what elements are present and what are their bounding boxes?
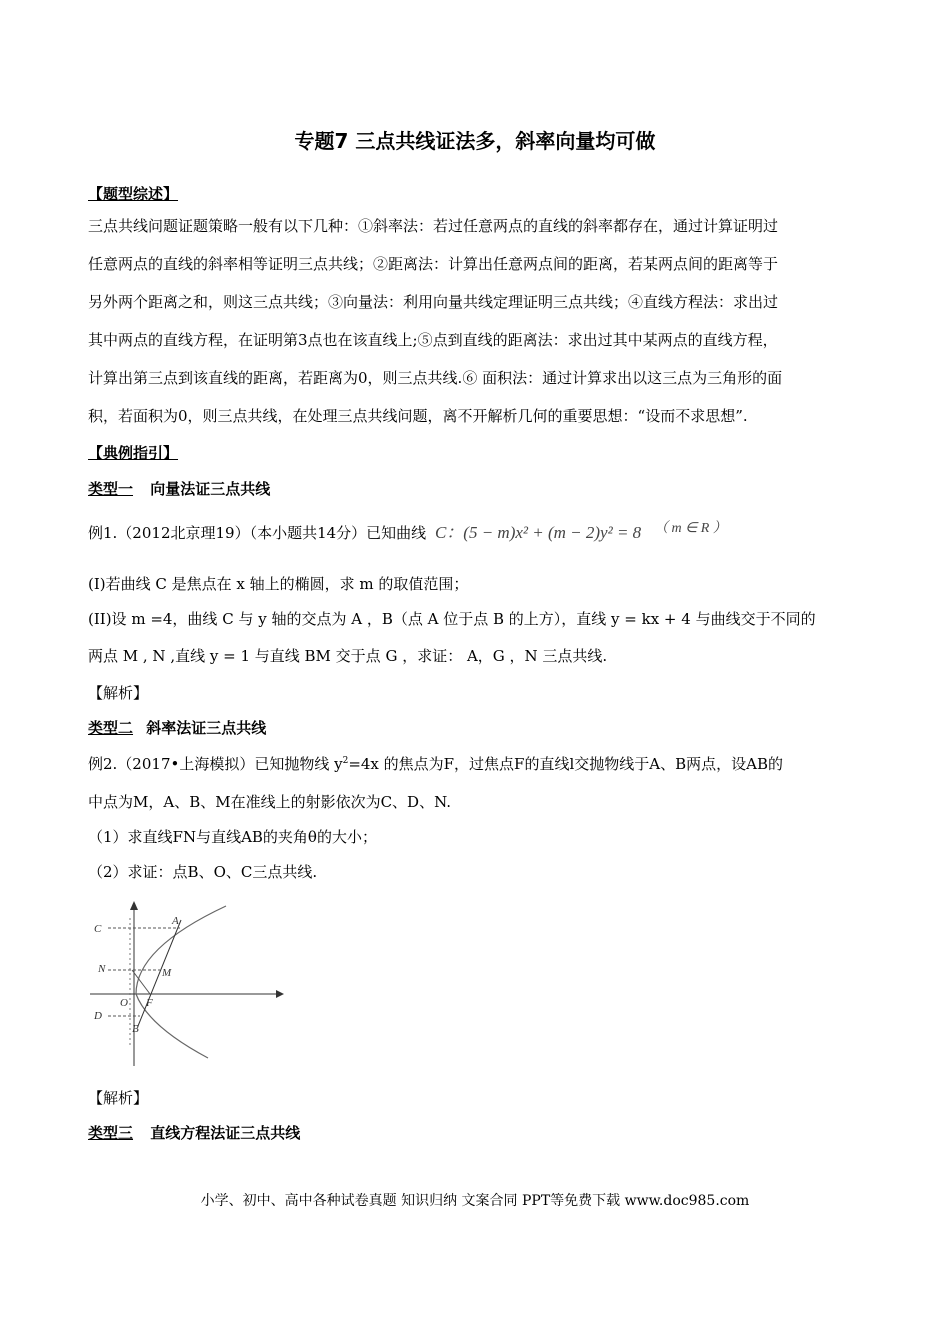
example2-q1: （1）求直线FN与直线AB的夹角θ的大小； [88,828,377,846]
example2-q2: （2）求证：点B、O、C三点共线. [88,863,318,881]
label-point: N [98,963,106,975]
example2-line2: 中点为M，A、B、M在准线上的射影依次为C、D、N. [88,793,452,811]
label-point: B [132,1023,139,1035]
summary-line: 计算出第三点到该直线的距离，若距离为0，则三点共线.⑥ 面积法：通过计算求出以这三点为三角形的面 [88,369,783,387]
analysis-label-2: 【解析】 [88,1089,149,1107]
page-footer: 小学、初中、高中各种试卷真题 知识归纳 文案合同 PPT等免费下载 www.doc985.com [200,1193,750,1209]
section-heading-examples: 【典例指引】 [88,444,179,462]
example1-q3: 两点 M , N ,直线 y = 1 与直线 BM 交于点 G ，求证： A，G ，N 三点共线. [88,647,608,665]
summary-line: 任意两点的直线的斜率相等证明三点共线；②距离法：计算出任意两点间的距离，若某两点间的距离等于 [88,255,779,273]
parabola-figure [88,898,288,1070]
line-ab [138,920,181,1026]
type3-label: 类型三 [88,1124,134,1142]
analysis-label-1: 【解析】 [88,684,149,702]
summary-line: 积，若面积为0，则三点共线，在处理三点共线问题，离不开解析几何的重要思想：“设而不求思想”. [88,407,748,425]
label-point: O [120,997,128,1009]
label-point: D [94,1010,102,1022]
x-axis-arrow [276,990,284,998]
curve-condition: （ m ∈ R ） [653,521,727,536]
example1-q2: (II)设 m =4，曲线 C 与 y 轴的交点为 A ，B（点 A 位于点 B 的上方），直线 y = kx + 4 与曲线交于不同的 [88,610,816,628]
label-point: F [146,997,153,1009]
type2-label: 类型二 [88,719,134,737]
type1-label: 类型一 [88,480,134,498]
type3-heading [88,1122,300,1143]
example2-text-post: =4x 的焦点为F，过焦点F的直线l交抛物线于A、B两点，设AB的 [348,755,783,773]
type1-title: 向量法证三点共线 [150,480,271,498]
type2-heading [88,717,266,738]
parabola-curve [136,906,226,1058]
example2-line1 [88,753,783,774]
summary-line: 三点共线问题证题策略一般有以下几种：①斜率法：若过任意两点的直线的斜率都存在，通过计算证明过 [88,217,779,235]
section-heading-summary: 【题型综述】 [88,185,179,203]
label-point: C [94,923,102,935]
summary-paragraph [88,207,863,435]
type1-heading [88,478,270,499]
summary-line: 另外两个距离之和，则这三点共线；③向量法：利用向量共线定理证明三点共线；④直线方程法：求出过 [88,293,779,311]
example1-q1: (I)若曲线 C 是焦点在 x 轴上的椭圆，求 m 的取值范围； [88,575,469,593]
type3-title: 直线方程法证三点共线 [150,1124,301,1142]
label-point: M [162,967,172,979]
type2-title: 斜率法证三点共线 [146,719,267,737]
example2-superscript: 2 [342,756,349,766]
example1-line [88,518,727,543]
page-title: 专题7 三点共线证法多，斜率向量均可做 [294,129,656,153]
y-axis-arrow [130,901,138,910]
label-point: A [172,915,179,927]
example2-text-pre: 例2.（2017•上海模拟）已知抛物线 y [88,755,343,773]
curve-equation: C：(5 − m)x² + (m − 2)y² = 8 [434,523,642,542]
example1-source: 例1.（2012北京理19）（本小题共14分）已知曲线 [88,524,427,542]
summary-line: 其中两点的直线方程，在证明第3点也在该直线上;⑤点到直线的距离法：求出过其中某两点的直线方程， [88,331,778,349]
